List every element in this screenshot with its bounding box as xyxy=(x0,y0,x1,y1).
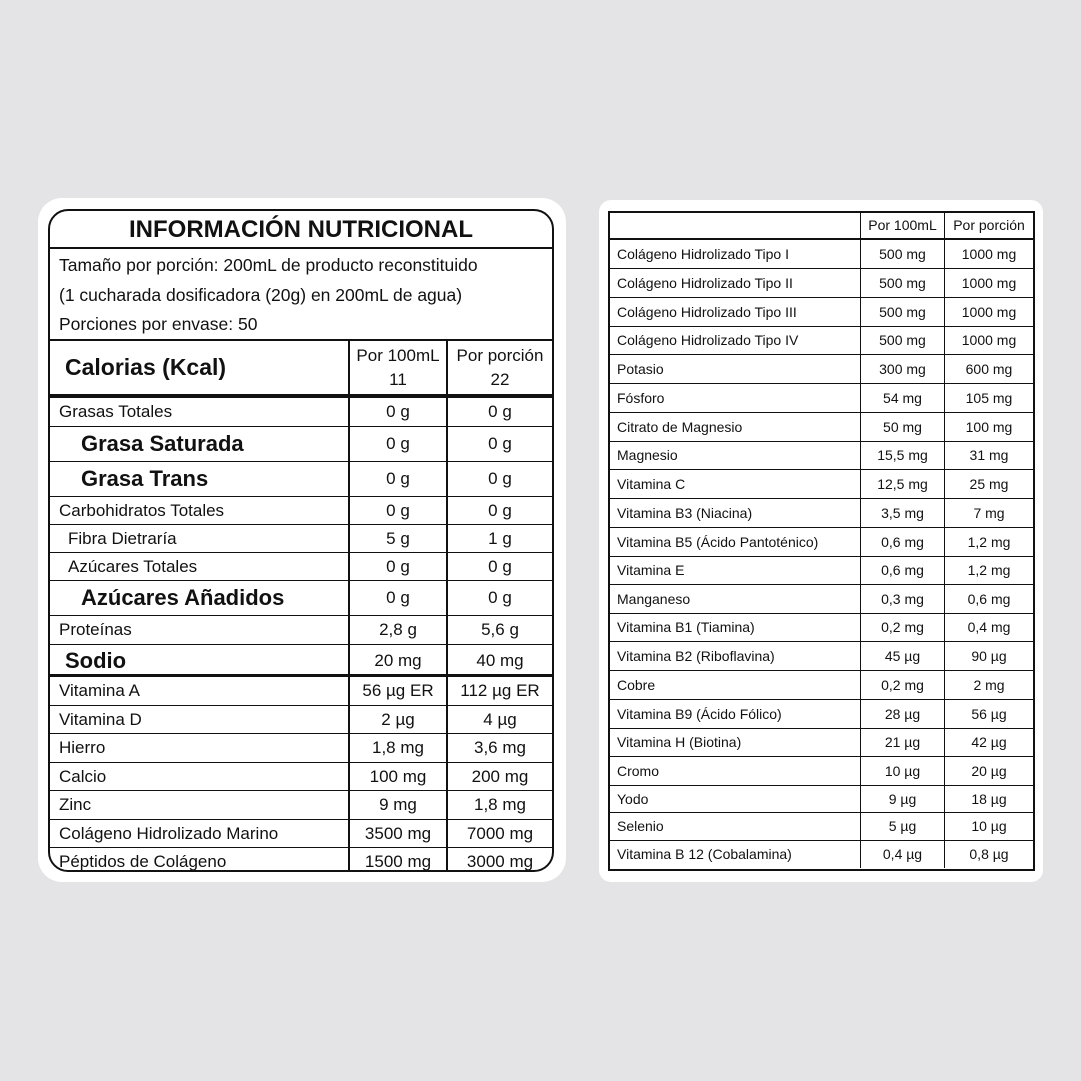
per100-value: 0 g xyxy=(348,553,446,580)
per100-value: 3,5 mg xyxy=(860,499,944,527)
nutrient-name: Vitamina B2 (Riboflavina) xyxy=(617,648,775,664)
calories-serving: 22 xyxy=(490,370,510,389)
serving-value: 5,6 g xyxy=(446,616,552,644)
micronutrient-table xyxy=(608,211,1035,871)
per100-value: 5 µg xyxy=(860,813,944,840)
table-row xyxy=(610,327,1033,355)
table-row xyxy=(50,645,552,677)
nutrient-name: Vitamina D xyxy=(59,710,142,729)
table-row xyxy=(50,525,552,553)
nutrient-name: Azúcares Totales xyxy=(68,557,198,576)
table-row xyxy=(50,734,552,763)
per100-value: 0,2 mg xyxy=(860,671,944,699)
nutrient-name: Citrato de Magnesio xyxy=(617,419,743,435)
per100-value: 0 g xyxy=(348,398,446,426)
nutrient-name: Hierro xyxy=(59,738,106,757)
serving-value: 3,6 mg xyxy=(446,734,552,762)
serving-value: 1000 mg xyxy=(944,240,1033,268)
serving-note: (1 cucharada dosificadora (20g) en 200mL de agua) xyxy=(59,284,463,305)
table-row xyxy=(50,398,552,427)
servings-per-container: Porciones por envase: 50 xyxy=(59,314,258,334)
serving-value: 0 g xyxy=(446,581,552,615)
per100-value: 3500 mg xyxy=(348,820,446,847)
nutrient-name: Carbohidratos Totales xyxy=(59,501,225,520)
serving-value: 18 µg xyxy=(944,786,1033,812)
per100-value: 15,5 mg xyxy=(860,442,944,469)
serving-value: 105 mg xyxy=(944,384,1033,412)
serving-value: 56 µg xyxy=(944,700,1033,728)
nutrient-name: Péptidos de Colágeno xyxy=(59,852,227,871)
per100-value: 5 g xyxy=(348,525,446,552)
col-header-per100: Por 100mL xyxy=(356,346,440,365)
table-row xyxy=(50,820,552,848)
table-row xyxy=(50,763,552,791)
serving-value: 2 mg xyxy=(944,671,1033,699)
nutrient-name: Azúcares Añadidos xyxy=(81,585,285,610)
col-header-serving: Por porción xyxy=(456,346,544,365)
per100-value: 1500 mg xyxy=(348,848,446,872)
per100-value: 0 g xyxy=(348,462,446,496)
per100-value: 2,8 g xyxy=(348,616,446,644)
per100-value: 2 µg xyxy=(348,706,446,733)
nutrient-name: Calcio xyxy=(59,767,107,786)
nutrient-name: Cobre xyxy=(617,677,656,693)
col-header-per100: Por 100mL xyxy=(860,213,944,238)
calories-per100: 11 xyxy=(389,370,407,389)
per100-value: 0,6 mg xyxy=(860,557,944,584)
table-row xyxy=(610,642,1033,671)
nutrient-name: Manganeso xyxy=(617,591,691,607)
serving-value: 0,4 mg xyxy=(944,614,1033,641)
serving-value: 1,2 mg xyxy=(944,528,1033,556)
nutrient-name: Vitamina B9 (Ácido Fólico) xyxy=(617,706,782,722)
nutrient-name: Vitamina H (Biotina) xyxy=(617,734,742,750)
table-row xyxy=(610,384,1033,413)
per100-value: 1,8 mg xyxy=(348,734,446,762)
nutrient-name: Sodio xyxy=(65,648,127,673)
micronutrient-header xyxy=(610,213,1033,240)
nutrient-name: Grasas Totales xyxy=(59,402,173,421)
per100-value: 12,5 mg xyxy=(860,470,944,498)
per100-value: 28 µg xyxy=(860,700,944,728)
table-row xyxy=(50,427,552,462)
table-row xyxy=(610,557,1033,585)
per100-value: 0 g xyxy=(348,581,446,615)
calories-serving-cell xyxy=(446,341,552,394)
nutrient-name: Grasa Saturada xyxy=(81,431,244,456)
serving-value: 0 g xyxy=(446,398,552,426)
table-row xyxy=(610,757,1033,786)
table-row xyxy=(610,355,1033,384)
serving-info xyxy=(50,249,552,341)
serving-value: 7 mg xyxy=(944,499,1033,527)
table-row xyxy=(610,499,1033,528)
table-row xyxy=(50,462,552,497)
nutrient-name: Grasa Trans xyxy=(81,466,209,491)
table-row xyxy=(610,700,1033,729)
nutrition-table xyxy=(48,209,554,872)
serving-size: Tamaño por porción: 200mL de producto reconstituido xyxy=(59,255,478,275)
serving-value: 1000 mg xyxy=(944,269,1033,297)
nutrient-name: Colágeno Hidrolizado Tipo I xyxy=(617,246,789,262)
per100-value: 500 mg xyxy=(860,327,944,354)
table-row xyxy=(50,581,552,616)
micronutrient-rows xyxy=(610,240,1033,868)
per100-value: 10 µg xyxy=(860,757,944,785)
nutrient-name: Potasio xyxy=(617,361,664,377)
nutrient-name: Vitamina B3 (Niacina) xyxy=(617,505,753,521)
per100-value: 0,2 mg xyxy=(860,614,944,641)
serving-value: 1000 mg xyxy=(944,327,1033,354)
nutrient-name: Fibra Dietraría xyxy=(68,529,177,548)
per100-value: 500 mg xyxy=(860,269,944,297)
serving-value: 0 g xyxy=(446,553,552,580)
serving-value: 31 mg xyxy=(944,442,1033,469)
table-row xyxy=(50,497,552,525)
table-row xyxy=(50,848,552,872)
table-row xyxy=(610,671,1033,700)
serving-value: 0 g xyxy=(446,427,552,461)
col-header-serving: Por porción xyxy=(944,213,1033,238)
nutrient-name: Zinc xyxy=(59,795,92,814)
nutrient-name: Fósforo xyxy=(617,390,665,406)
nutrient-name: Vitamina B5 (Ácido Pantoténico) xyxy=(617,534,819,550)
table-row xyxy=(610,269,1033,298)
nutrient-name: Selenio xyxy=(617,818,664,834)
table-row xyxy=(610,470,1033,499)
per100-value: 100 mg xyxy=(348,763,446,790)
per100-value: 54 mg xyxy=(860,384,944,412)
per100-value: 9 mg xyxy=(348,791,446,819)
table-row xyxy=(50,791,552,820)
nutrient-name: Colágeno Hidrolizado Marino xyxy=(59,824,279,843)
calories-row xyxy=(50,341,552,398)
table-title: INFORMACIÓN NUTRICIONAL xyxy=(50,211,552,249)
serving-value: 0,8 µg xyxy=(944,841,1033,868)
table-row xyxy=(610,585,1033,614)
table-row xyxy=(50,553,552,581)
nutrient-name: Vitamina E xyxy=(617,562,685,578)
per100-value: 56 µg ER xyxy=(348,677,446,705)
per100-value: 45 µg xyxy=(860,642,944,670)
table-row xyxy=(610,841,1033,868)
nutrient-name: Vitamina C xyxy=(617,476,686,492)
serving-value: 4 µg xyxy=(446,706,552,733)
serving-value: 1000 mg xyxy=(944,298,1033,326)
nutrient-name: Vitamina A xyxy=(59,681,140,700)
serving-value: 112 µg ER xyxy=(446,677,552,705)
serving-value: 200 mg xyxy=(446,763,552,790)
nutrient-name: Magnesio xyxy=(617,447,678,463)
serving-value: 42 µg xyxy=(944,729,1033,756)
nutrient-name: Proteínas xyxy=(59,620,132,639)
table-row xyxy=(610,786,1033,813)
serving-value: 20 µg xyxy=(944,757,1033,785)
serving-value: 1,8 mg xyxy=(446,791,552,819)
table-row xyxy=(50,616,552,645)
nutrient-name: Colágeno Hidrolizado Tipo IV xyxy=(617,332,799,348)
nutrient-name: Yodo xyxy=(617,791,649,807)
per100-value: 0 g xyxy=(348,497,446,524)
table-row xyxy=(610,729,1033,757)
nutrient-name: Vitamina B 12 (Cobalamina) xyxy=(617,846,792,862)
serving-value: 1 g xyxy=(446,525,552,552)
serving-value: 90 µg xyxy=(944,642,1033,670)
table-row xyxy=(610,413,1033,442)
calories-label: Calorias (Kcal) xyxy=(65,354,227,380)
per100-value: 0 g xyxy=(348,427,446,461)
per100-value: 500 mg xyxy=(860,240,944,268)
table-row xyxy=(610,813,1033,841)
table-row xyxy=(610,240,1033,269)
nutrient-rows xyxy=(50,398,552,872)
per100-value: 0,4 µg xyxy=(860,841,944,868)
per100-value: 0,3 mg xyxy=(860,585,944,613)
serving-value: 25 mg xyxy=(944,470,1033,498)
serving-value: 600 mg xyxy=(944,355,1033,383)
nutrient-name: Colágeno Hidrolizado Tipo II xyxy=(617,275,793,291)
table-row xyxy=(610,528,1033,557)
calories-per100-cell xyxy=(348,341,446,394)
per100-value: 50 mg xyxy=(860,413,944,441)
nutrient-name: Colágeno Hidrolizado Tipo III xyxy=(617,304,797,320)
serving-value: 100 mg xyxy=(944,413,1033,441)
table-row xyxy=(610,614,1033,642)
serving-value: 0,6 mg xyxy=(944,585,1033,613)
serving-value: 10 µg xyxy=(944,813,1033,840)
nutrient-name: Vitamina B1 (Tiamina) xyxy=(617,619,755,635)
per100-value: 300 mg xyxy=(860,355,944,383)
nutrient-name: Cromo xyxy=(617,763,660,779)
serving-value: 3000 mg xyxy=(446,848,552,872)
serving-value: 0 g xyxy=(446,462,552,496)
header-blank xyxy=(610,213,860,238)
table-row xyxy=(610,298,1033,327)
serving-value: 40 mg xyxy=(446,645,552,674)
table-row xyxy=(610,442,1033,470)
per100-value: 500 mg xyxy=(860,298,944,326)
per100-value: 20 mg xyxy=(348,645,446,674)
serving-value: 0 g xyxy=(446,497,552,524)
per100-value: 21 µg xyxy=(860,729,944,756)
per100-value: 9 µg xyxy=(860,786,944,812)
per100-value: 0,6 mg xyxy=(860,528,944,556)
serving-value: 1,2 mg xyxy=(944,557,1033,584)
table-row xyxy=(50,706,552,734)
table-row xyxy=(50,677,552,706)
serving-value: 7000 mg xyxy=(446,820,552,847)
